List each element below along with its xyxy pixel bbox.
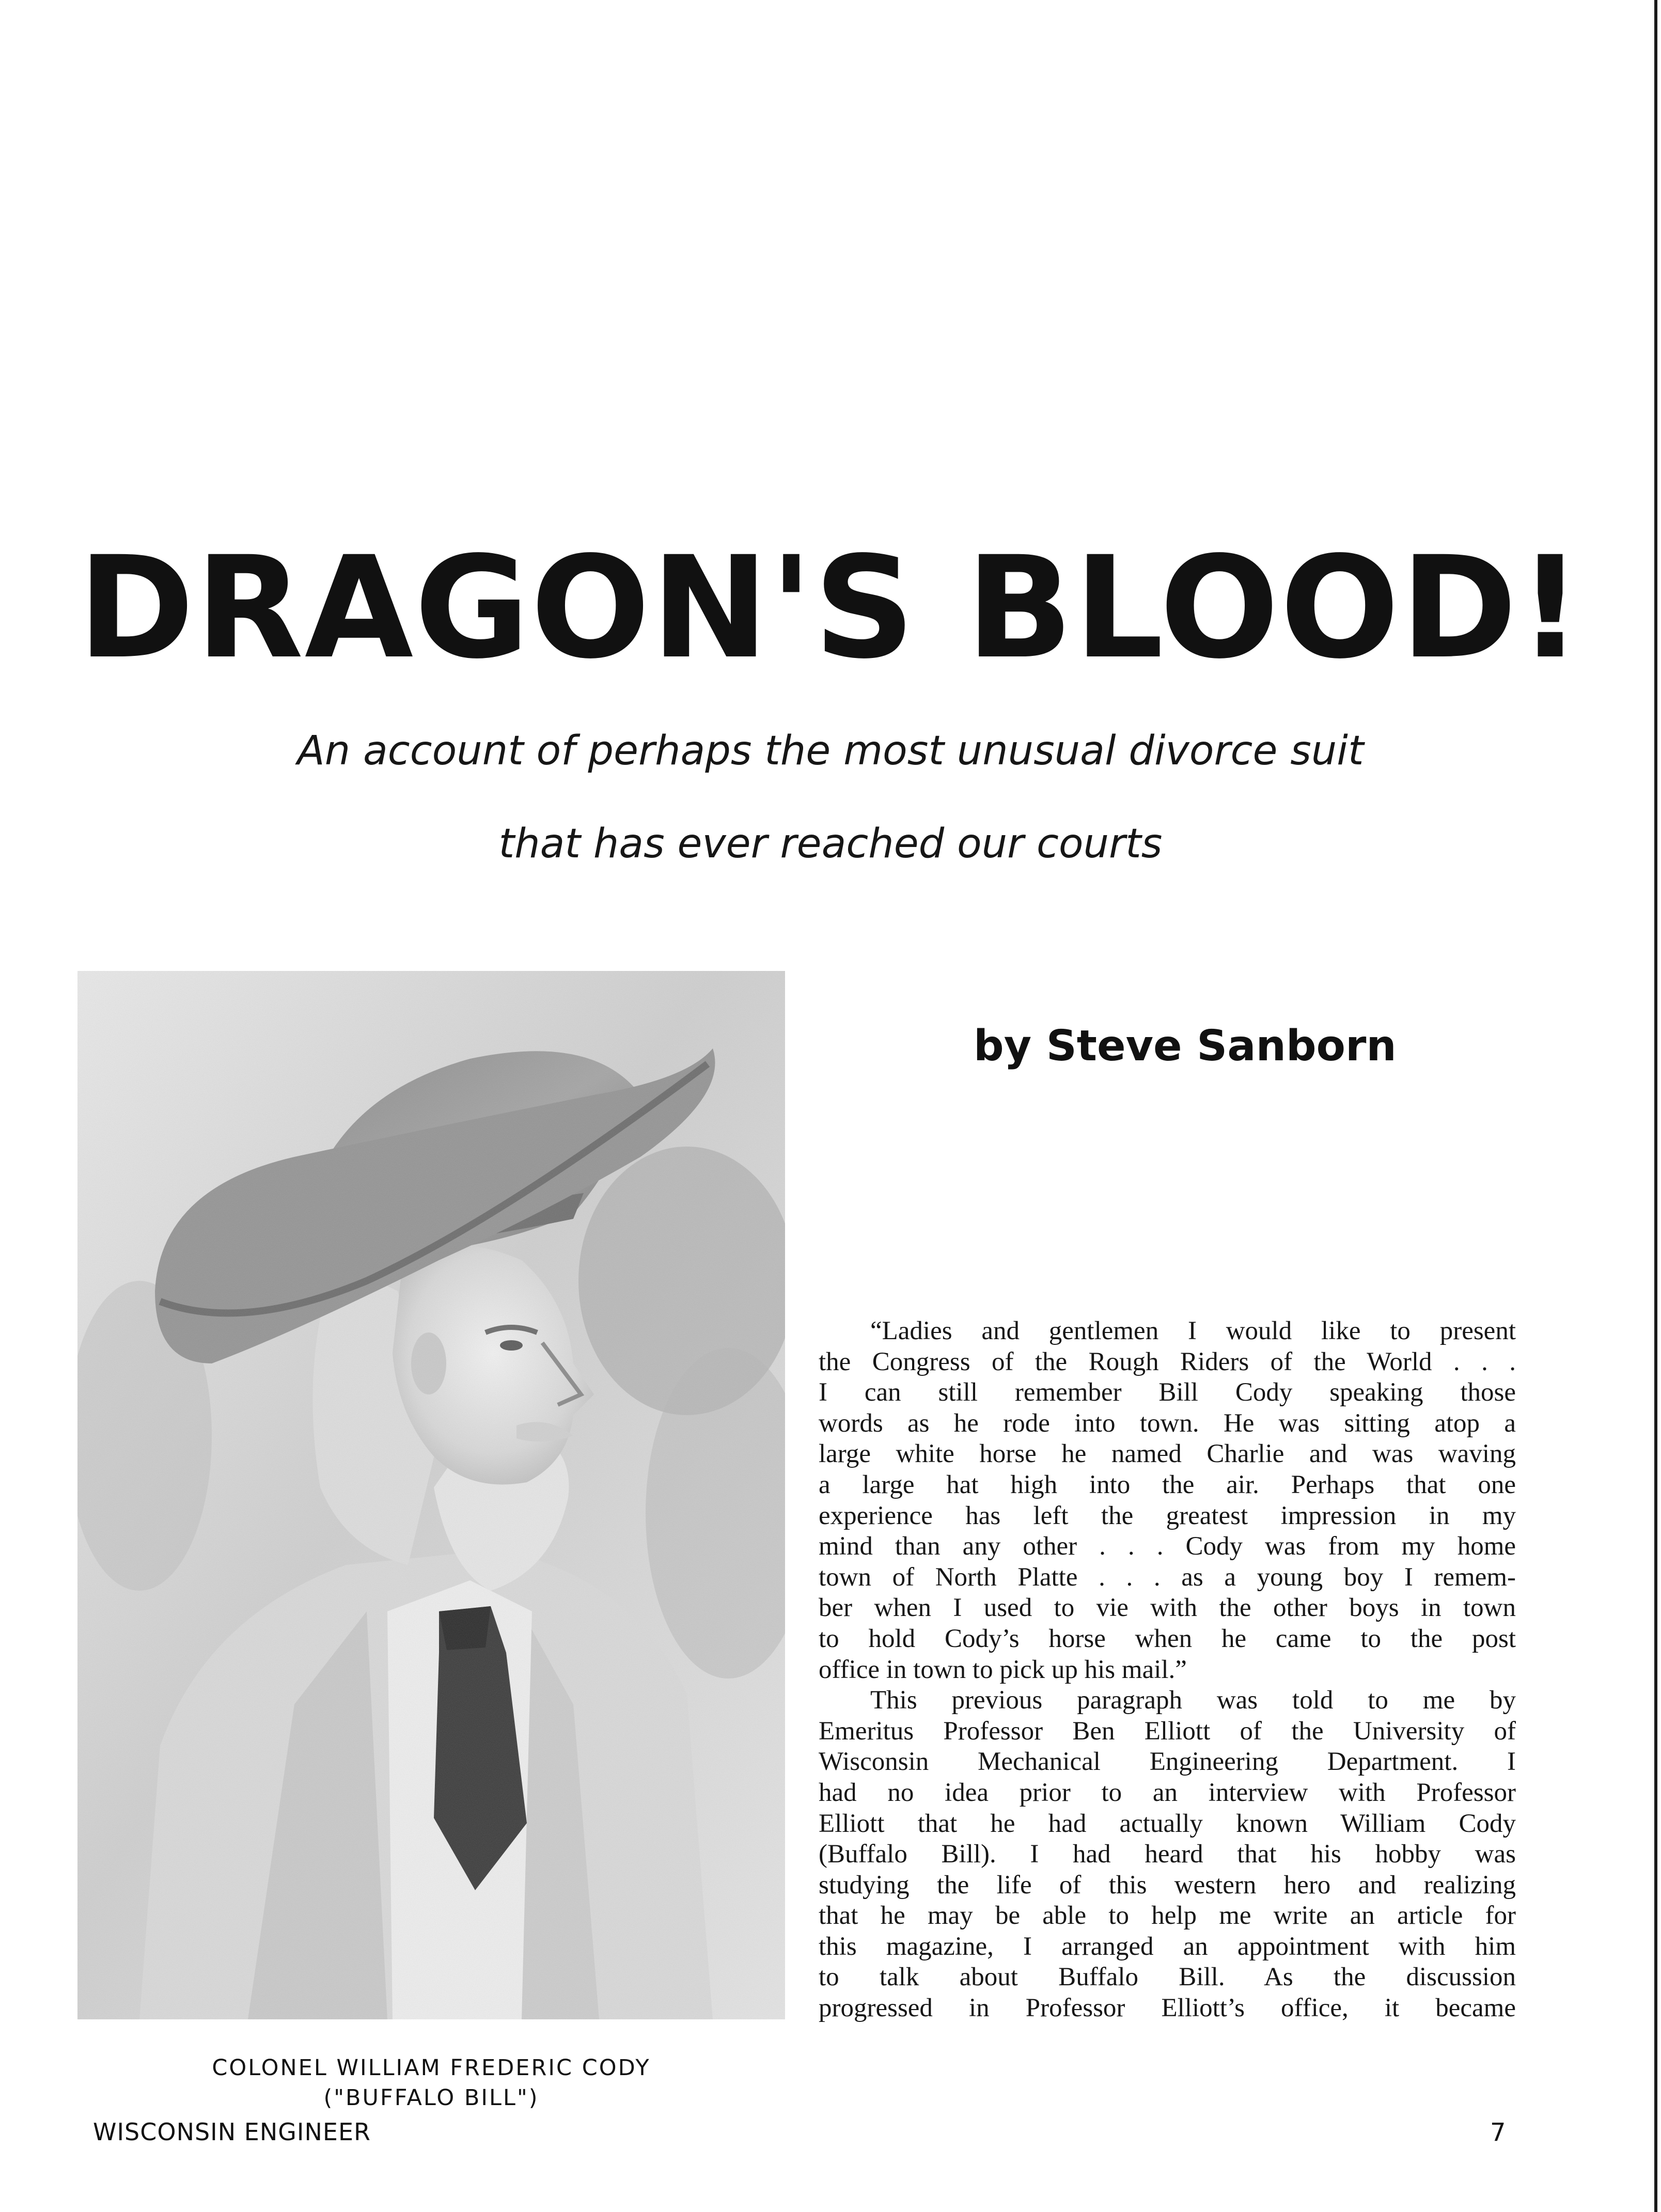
publication-name: WISCONSIN ENGINEER: [93, 2118, 371, 2146]
page-number: 7: [1490, 2118, 1506, 2147]
body-line: mind than any other . . . Cody was from my home: [819, 1532, 1516, 1561]
photo-caption-line-1: COLONEL WILLIAM FREDERIC CODY: [212, 2055, 651, 2081]
body-line: Emeritus Professor Ben Elliott of the University of: [819, 1716, 1516, 1746]
body-line: I can still remember Bill Cody speaking those: [819, 1378, 1516, 1407]
body-line: “Ladies and gentlemen I would like to present: [870, 1316, 1516, 1345]
article-subtitle-line-2: that has ever reached our courts: [498, 821, 1163, 867]
body-paragraph-1: [819, 1316, 1516, 1685]
body-line: to talk about Buffalo Bill. As the discussion: [819, 1963, 1516, 1992]
body-line: (Buffalo Bill). I had heard that his hobby was: [819, 1840, 1516, 1869]
body-line: Elliott that he had actually known William Cody: [819, 1809, 1516, 1838]
body-line: office in town to pick up his mail.”: [819, 1655, 1187, 1684]
body-line: Wisconsin Mechanical Engineering Department. I: [819, 1747, 1516, 1777]
body-line: large white horse he named Charlie and was waving: [819, 1439, 1516, 1469]
body-line: This previous paragraph was told to me by: [870, 1686, 1516, 1715]
body-line: to hold Cody’s horse when he came to the post: [819, 1624, 1516, 1653]
body-line: town of North Platte . . . as a young boy I remem-: [819, 1562, 1516, 1592]
body-paragraph-2: [819, 1685, 1516, 2024]
photo-caption: [77, 2053, 785, 2113]
body-line: ber when I used to vie with the other boys in town: [819, 1593, 1516, 1623]
article-subtitle-line-1: An account of perhaps the most unusual divorce suit: [297, 728, 1364, 774]
body-line: progressed in Professor Elliott’s office, it became: [819, 1994, 1516, 2023]
photo-caption-line-2: ("BUFFALO BILL"): [323, 2085, 539, 2111]
article-title: DRAGON'S BLOOD!: [77, 527, 1584, 691]
page-edge-rule: [1654, 0, 1657, 2212]
article-body: [819, 1316, 1516, 2024]
body-line: had no idea prior to an interview with Professor: [819, 1778, 1516, 1807]
article-byline: by Steve Sanborn: [974, 1022, 1397, 1071]
body-line: that he may be able to help me write an article for: [819, 1901, 1516, 1931]
body-line: this magazine, I arranged an appointment with him: [819, 1932, 1516, 1961]
cody-portrait-photo: [77, 971, 785, 2019]
body-line: words as he rode into town. He was sitting atop a: [819, 1408, 1516, 1438]
body-line: experience has left the greatest impression in my: [819, 1501, 1516, 1530]
body-line: studying the life of this western hero and realizing: [819, 1870, 1516, 1900]
body-line: a large hat high into the air. Perhaps that one: [819, 1470, 1516, 1499]
body-line: the Congress of the Rough Riders of the World . . .: [819, 1347, 1516, 1376]
